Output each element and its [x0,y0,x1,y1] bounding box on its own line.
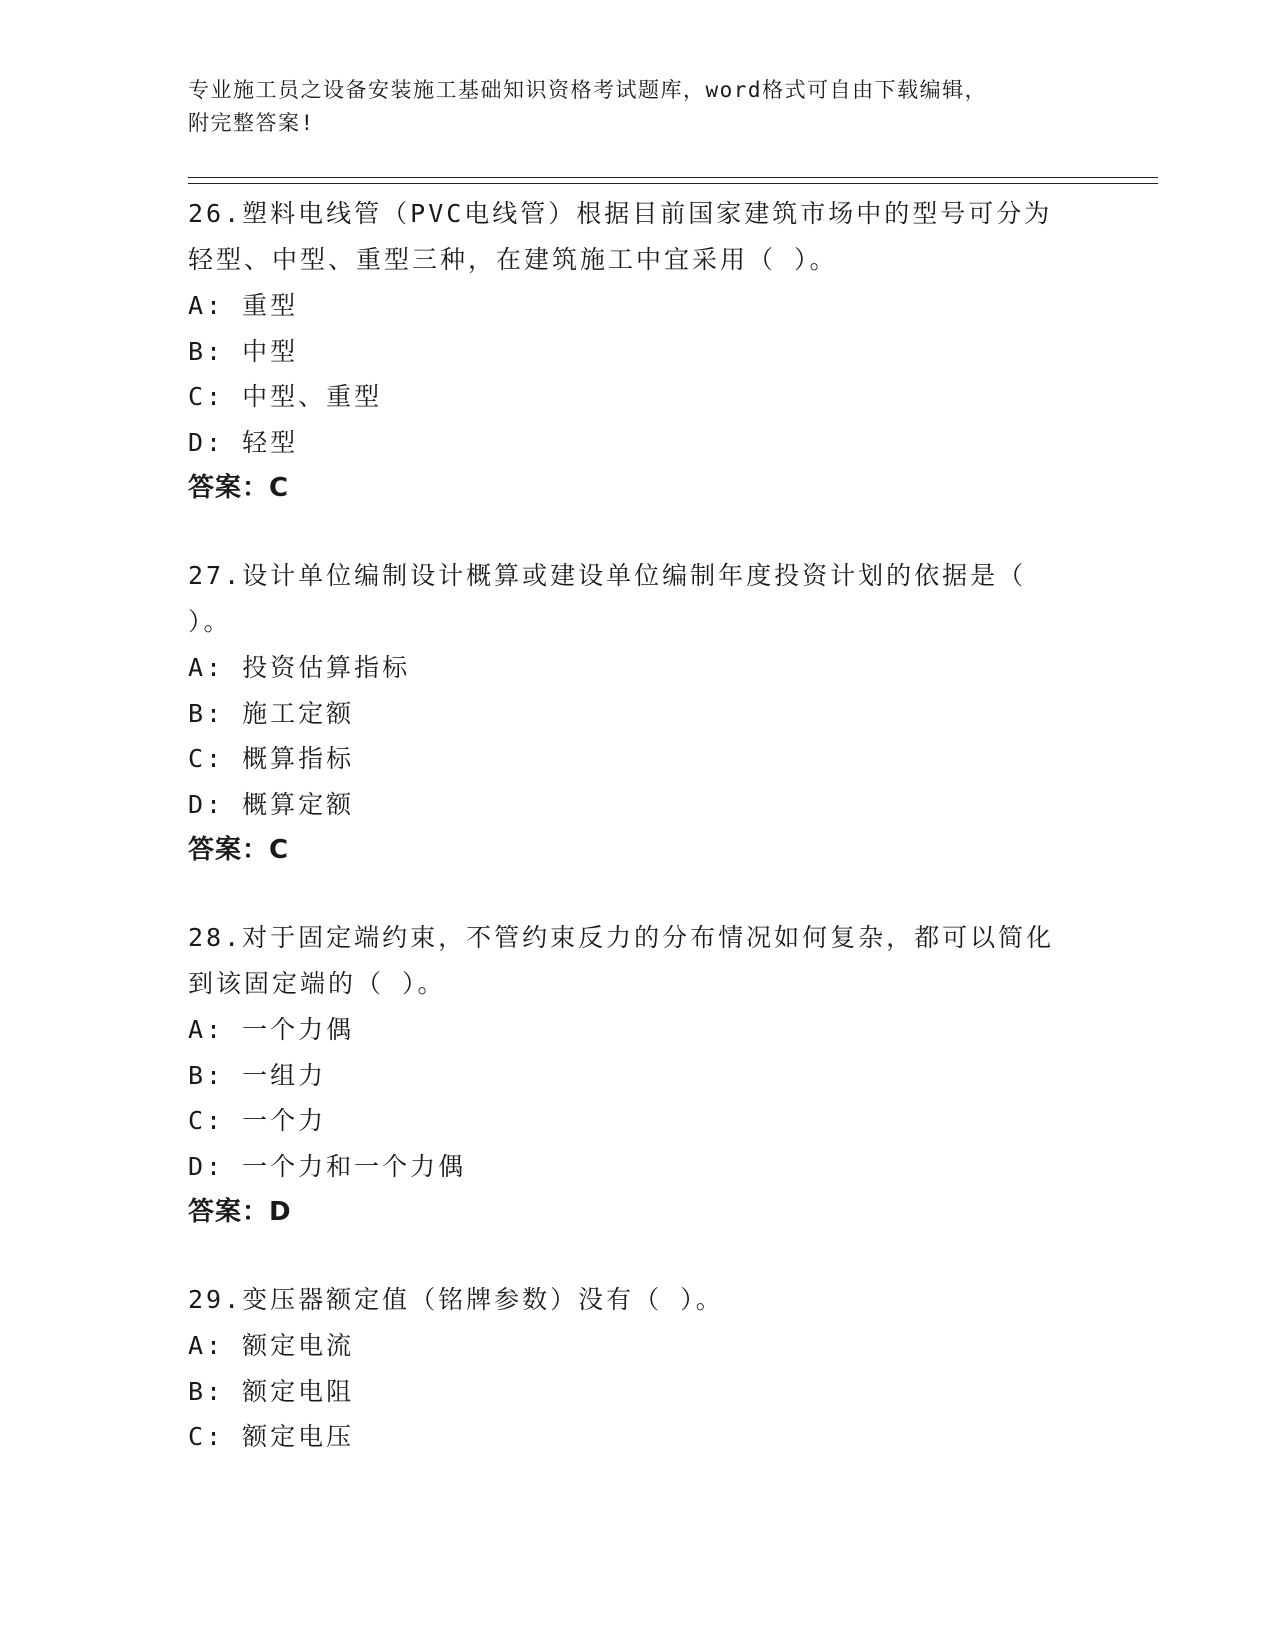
header-line-2: 附完整答案! [188,111,315,135]
answer-line: 答案：D [188,1197,292,1227]
header-line-1: 专业施工员之设备安装施工基础知识资格考试题库，word格式可自由下载编辑， [188,78,988,102]
question-28 [188,915,1088,1235]
option-c: C: 概算指标 [188,744,355,773]
option-a: A: 一个力偶 [188,1015,355,1044]
option-d: D: 轻型 [188,427,299,457]
option-b: B: 额定电阻 [188,1376,355,1406]
question-stem: 27.设计单位编制设计概算或建设单位编制年度投资计划的依据是（ ）。 [188,561,1027,636]
question-stem: 28.对于固定端约束，不管约束反力的分布情况如何复杂，都可以简化 到该固定端的（ ）。 [188,923,1055,998]
answer-line: 答案：C [188,835,290,865]
header-divider-top [188,177,1158,178]
option-d: D: 概算定额 [188,789,355,819]
option-c: C: 中型、重型 [188,382,383,411]
answer-line: 答案：C [188,473,290,503]
option-a: A: 重型 [188,291,299,320]
question-26 [188,191,1088,511]
option-b: B: 一组力 [188,1060,327,1090]
header-divider-bottom [188,183,1158,184]
option-d: D: 一个力和一个力偶 [188,1151,467,1181]
option-c: C: 一个力 [188,1106,327,1135]
option-c: C: 额定电压 [188,1422,355,1451]
option-a: A: 投资估算指标 [188,653,411,682]
document-header [188,74,1088,140]
option-b: B: 施工定额 [188,698,355,728]
question-stem: 26.塑料电线管（PVC电线管）根据目前国家建筑市场中的型号可分为 轻型、中型、重型三种，在建筑施工中宜采用（ ）。 [188,199,1053,274]
question-27 [188,553,1088,873]
question-29 [188,1277,1088,1460]
option-b: B: 中型 [188,336,299,366]
question-stem: 29.变压器额定值（铭牌参数）没有（ ）。 [188,1285,724,1314]
option-a: A: 额定电流 [188,1331,355,1360]
question-list [188,191,1088,1502]
